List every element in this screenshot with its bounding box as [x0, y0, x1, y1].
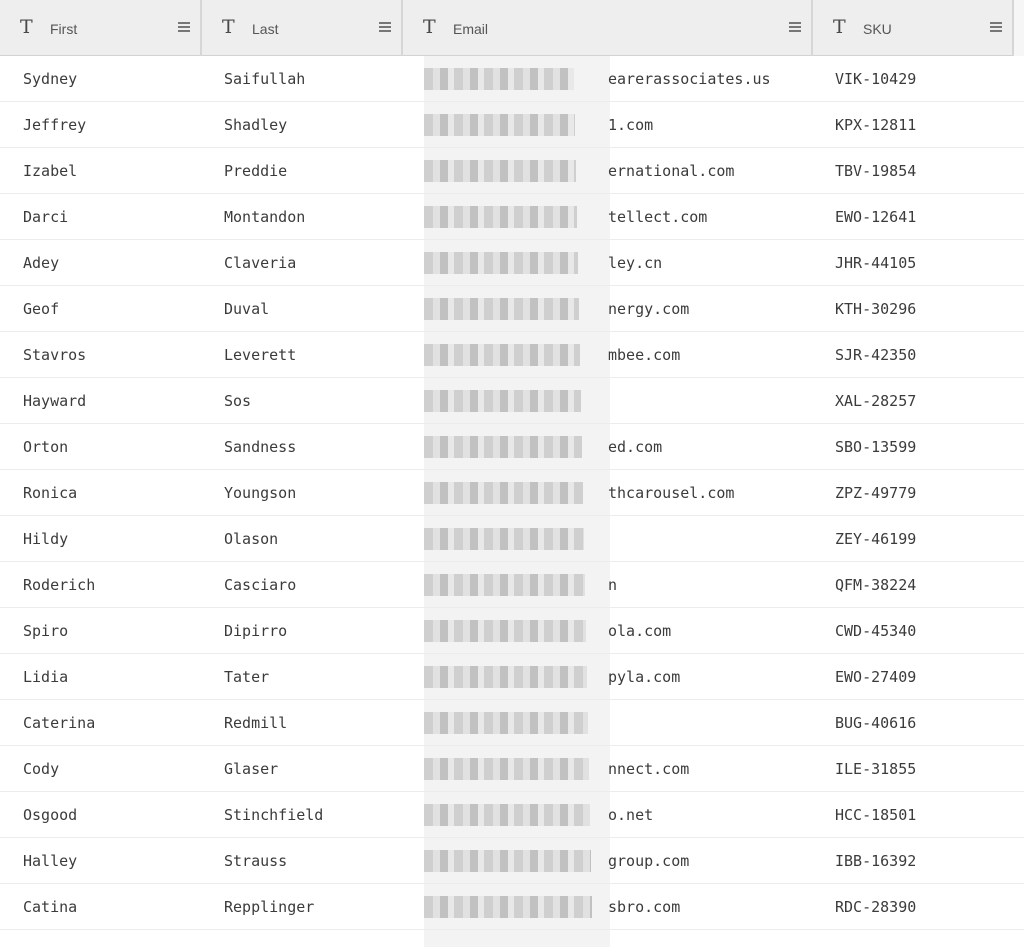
redacted-email-block — [424, 436, 582, 458]
redacted-email-block — [424, 482, 583, 504]
first-name-cell[interactable]: Cody — [23, 760, 60, 778]
first-name-cell[interactable]: Geof — [23, 300, 60, 318]
email-cell[interactable]: tellect.com — [608, 208, 708, 226]
last-name-cell[interactable]: Olason — [224, 530, 279, 548]
sku-cell[interactable]: ZEY-46199 — [835, 530, 917, 548]
first-name-cell[interactable]: Catina — [23, 898, 78, 916]
sku-cell[interactable]: QFM-38224 — [835, 576, 917, 594]
email-cell[interactable]: ed.com — [608, 438, 663, 456]
email-cell[interactable] — [608, 700, 808, 745]
sku-cell[interactable]: HCC-18501 — [835, 806, 917, 824]
sku-cell[interactable]: KPX-12811 — [835, 116, 917, 134]
first-name-cell[interactable]: Halley — [23, 852, 78, 870]
column-menu-icon[interactable] — [990, 22, 1002, 34]
redacted-email-block — [424, 758, 589, 780]
email-cell[interactable]: o.net — [608, 806, 654, 824]
redacted-email-block — [424, 804, 590, 826]
last-name-cell[interactable]: Repplinger — [224, 898, 315, 916]
first-name-cell[interactable]: Caterina — [23, 714, 96, 732]
email-cell[interactable] — [608, 516, 808, 561]
text-type-icon: T — [833, 16, 846, 38]
sku-cell[interactable]: SJR-42350 — [835, 346, 917, 364]
text-type-icon: T — [222, 16, 235, 38]
email-cell[interactable]: ola.com — [608, 622, 672, 640]
email-cell[interactable]: sbro.com — [608, 898, 681, 916]
grid-header-row — [0, 0, 1024, 56]
first-name-cell[interactable]: Stavros — [23, 346, 87, 364]
column-header-sku[interactable] — [813, 0, 1014, 56]
column-header-label: First — [50, 21, 78, 37]
last-name-cell[interactable]: Glaser — [224, 760, 279, 778]
last-name-cell[interactable]: Saifullah — [224, 70, 306, 88]
last-name-cell[interactable]: Casciaro — [224, 576, 297, 594]
email-cell[interactable]: mbee.com — [608, 346, 681, 364]
sku-cell[interactable]: KTH-30296 — [835, 300, 917, 318]
last-name-cell[interactable]: Shadley — [224, 116, 288, 134]
email-cell[interactable]: earerassociates.us — [608, 70, 771, 88]
redacted-email-block — [424, 160, 576, 182]
redacted-email-block — [424, 114, 575, 136]
sku-cell[interactable]: CWD-45340 — [835, 622, 917, 640]
first-name-cell[interactable]: Osgood — [23, 806, 78, 824]
header-scroll-gutter — [1014, 0, 1024, 56]
last-name-cell[interactable]: Preddie — [224, 162, 288, 180]
first-name-cell[interactable]: Jeffrey — [23, 116, 87, 134]
column-menu-icon[interactable] — [178, 22, 190, 34]
redacted-email-block — [424, 896, 592, 918]
first-name-cell[interactable]: Ronica — [23, 484, 78, 502]
email-cell[interactable]: ernational.com — [608, 162, 735, 180]
email-cell[interactable]: group.com — [608, 852, 690, 870]
text-type-icon: T — [423, 16, 436, 38]
sku-cell[interactable]: ZPZ-49779 — [835, 484, 917, 502]
last-name-cell[interactable]: Dipirro — [224, 622, 288, 640]
last-name-cell[interactable]: Youngson — [224, 484, 297, 502]
sku-cell[interactable]: IBB-16392 — [835, 852, 917, 870]
email-cell[interactable]: 1.com — [608, 116, 654, 134]
last-name-cell[interactable]: Stinchfield — [224, 806, 324, 824]
first-name-cell[interactable]: Spiro — [23, 622, 69, 640]
redacted-email-block — [424, 206, 577, 228]
sku-cell[interactable]: TBV-19854 — [835, 162, 917, 180]
sku-cell[interactable]: JHR-44105 — [835, 254, 917, 272]
column-header-last[interactable] — [202, 0, 403, 56]
first-name-cell[interactable]: Darci — [23, 208, 69, 226]
redacted-email-block — [424, 850, 591, 872]
column-menu-icon[interactable] — [789, 22, 801, 34]
sku-cell[interactable]: EWO-12641 — [835, 208, 917, 226]
column-header-email[interactable] — [403, 0, 813, 56]
column-header-label: SKU — [863, 21, 892, 37]
redacted-email-block — [424, 620, 586, 642]
sku-cell[interactable]: SBO-13599 — [835, 438, 917, 456]
redacted-email-block — [424, 298, 579, 320]
redacted-email-block — [424, 344, 580, 366]
sku-cell[interactable]: ILE-31855 — [835, 760, 917, 778]
redacted-email-block — [424, 574, 585, 596]
email-cell[interactable]: thcarousel.com — [608, 484, 735, 502]
last-name-cell[interactable]: Sos — [224, 392, 252, 410]
sku-cell[interactable]: VIK-10429 — [835, 70, 917, 88]
first-name-cell[interactable]: Hayward — [23, 392, 87, 410]
redacted-email-block — [424, 528, 584, 550]
first-name-cell[interactable]: Roderich — [23, 576, 96, 594]
redacted-email-block — [424, 712, 588, 734]
text-type-icon: T — [20, 16, 33, 38]
email-cell[interactable] — [608, 378, 808, 423]
last-name-cell[interactable]: Strauss — [224, 852, 288, 870]
redacted-email-block — [424, 252, 578, 274]
email-cell[interactable]: n — [608, 576, 618, 594]
first-name-cell[interactable]: Lidia — [23, 668, 69, 686]
column-menu-icon[interactable] — [379, 22, 391, 34]
column-header-first[interactable] — [0, 0, 202, 56]
first-name-cell[interactable]: Sydney — [23, 70, 78, 88]
redacted-email-block — [424, 68, 574, 90]
first-name-cell[interactable]: Izabel — [23, 162, 78, 180]
redacted-email-block — [424, 390, 581, 412]
sku-cell[interactable]: EWO-27409 — [835, 668, 917, 686]
last-name-cell[interactable]: Duval — [224, 300, 270, 318]
last-name-cell[interactable]: Sandness — [224, 438, 297, 456]
column-header-label: Last — [252, 21, 279, 37]
first-name-cell[interactable]: Hildy — [23, 530, 69, 548]
last-name-cell[interactable]: Leverett — [224, 346, 297, 364]
last-name-cell[interactable]: Redmill — [224, 714, 288, 732]
first-name-cell[interactable]: Orton — [23, 438, 69, 456]
redacted-email-block — [424, 666, 587, 688]
email-cell[interactable]: nergy.com — [608, 300, 690, 318]
sku-cell[interactable]: XAL-28257 — [835, 392, 917, 410]
sku-cell[interactable]: RDC-28390 — [835, 898, 917, 916]
last-name-cell[interactable]: Tater — [224, 668, 270, 686]
last-name-cell[interactable]: Montandon — [224, 208, 306, 226]
email-cell[interactable]: ley.cn — [608, 254, 663, 272]
email-cell[interactable]: pyla.com — [608, 668, 681, 686]
last-name-cell[interactable]: Claveria — [224, 254, 297, 272]
sku-cell[interactable]: BUG-40616 — [835, 714, 917, 732]
email-cell[interactable]: nnect.com — [608, 760, 690, 778]
column-header-label: Email — [453, 21, 489, 37]
first-name-cell[interactable]: Adey — [23, 254, 60, 272]
